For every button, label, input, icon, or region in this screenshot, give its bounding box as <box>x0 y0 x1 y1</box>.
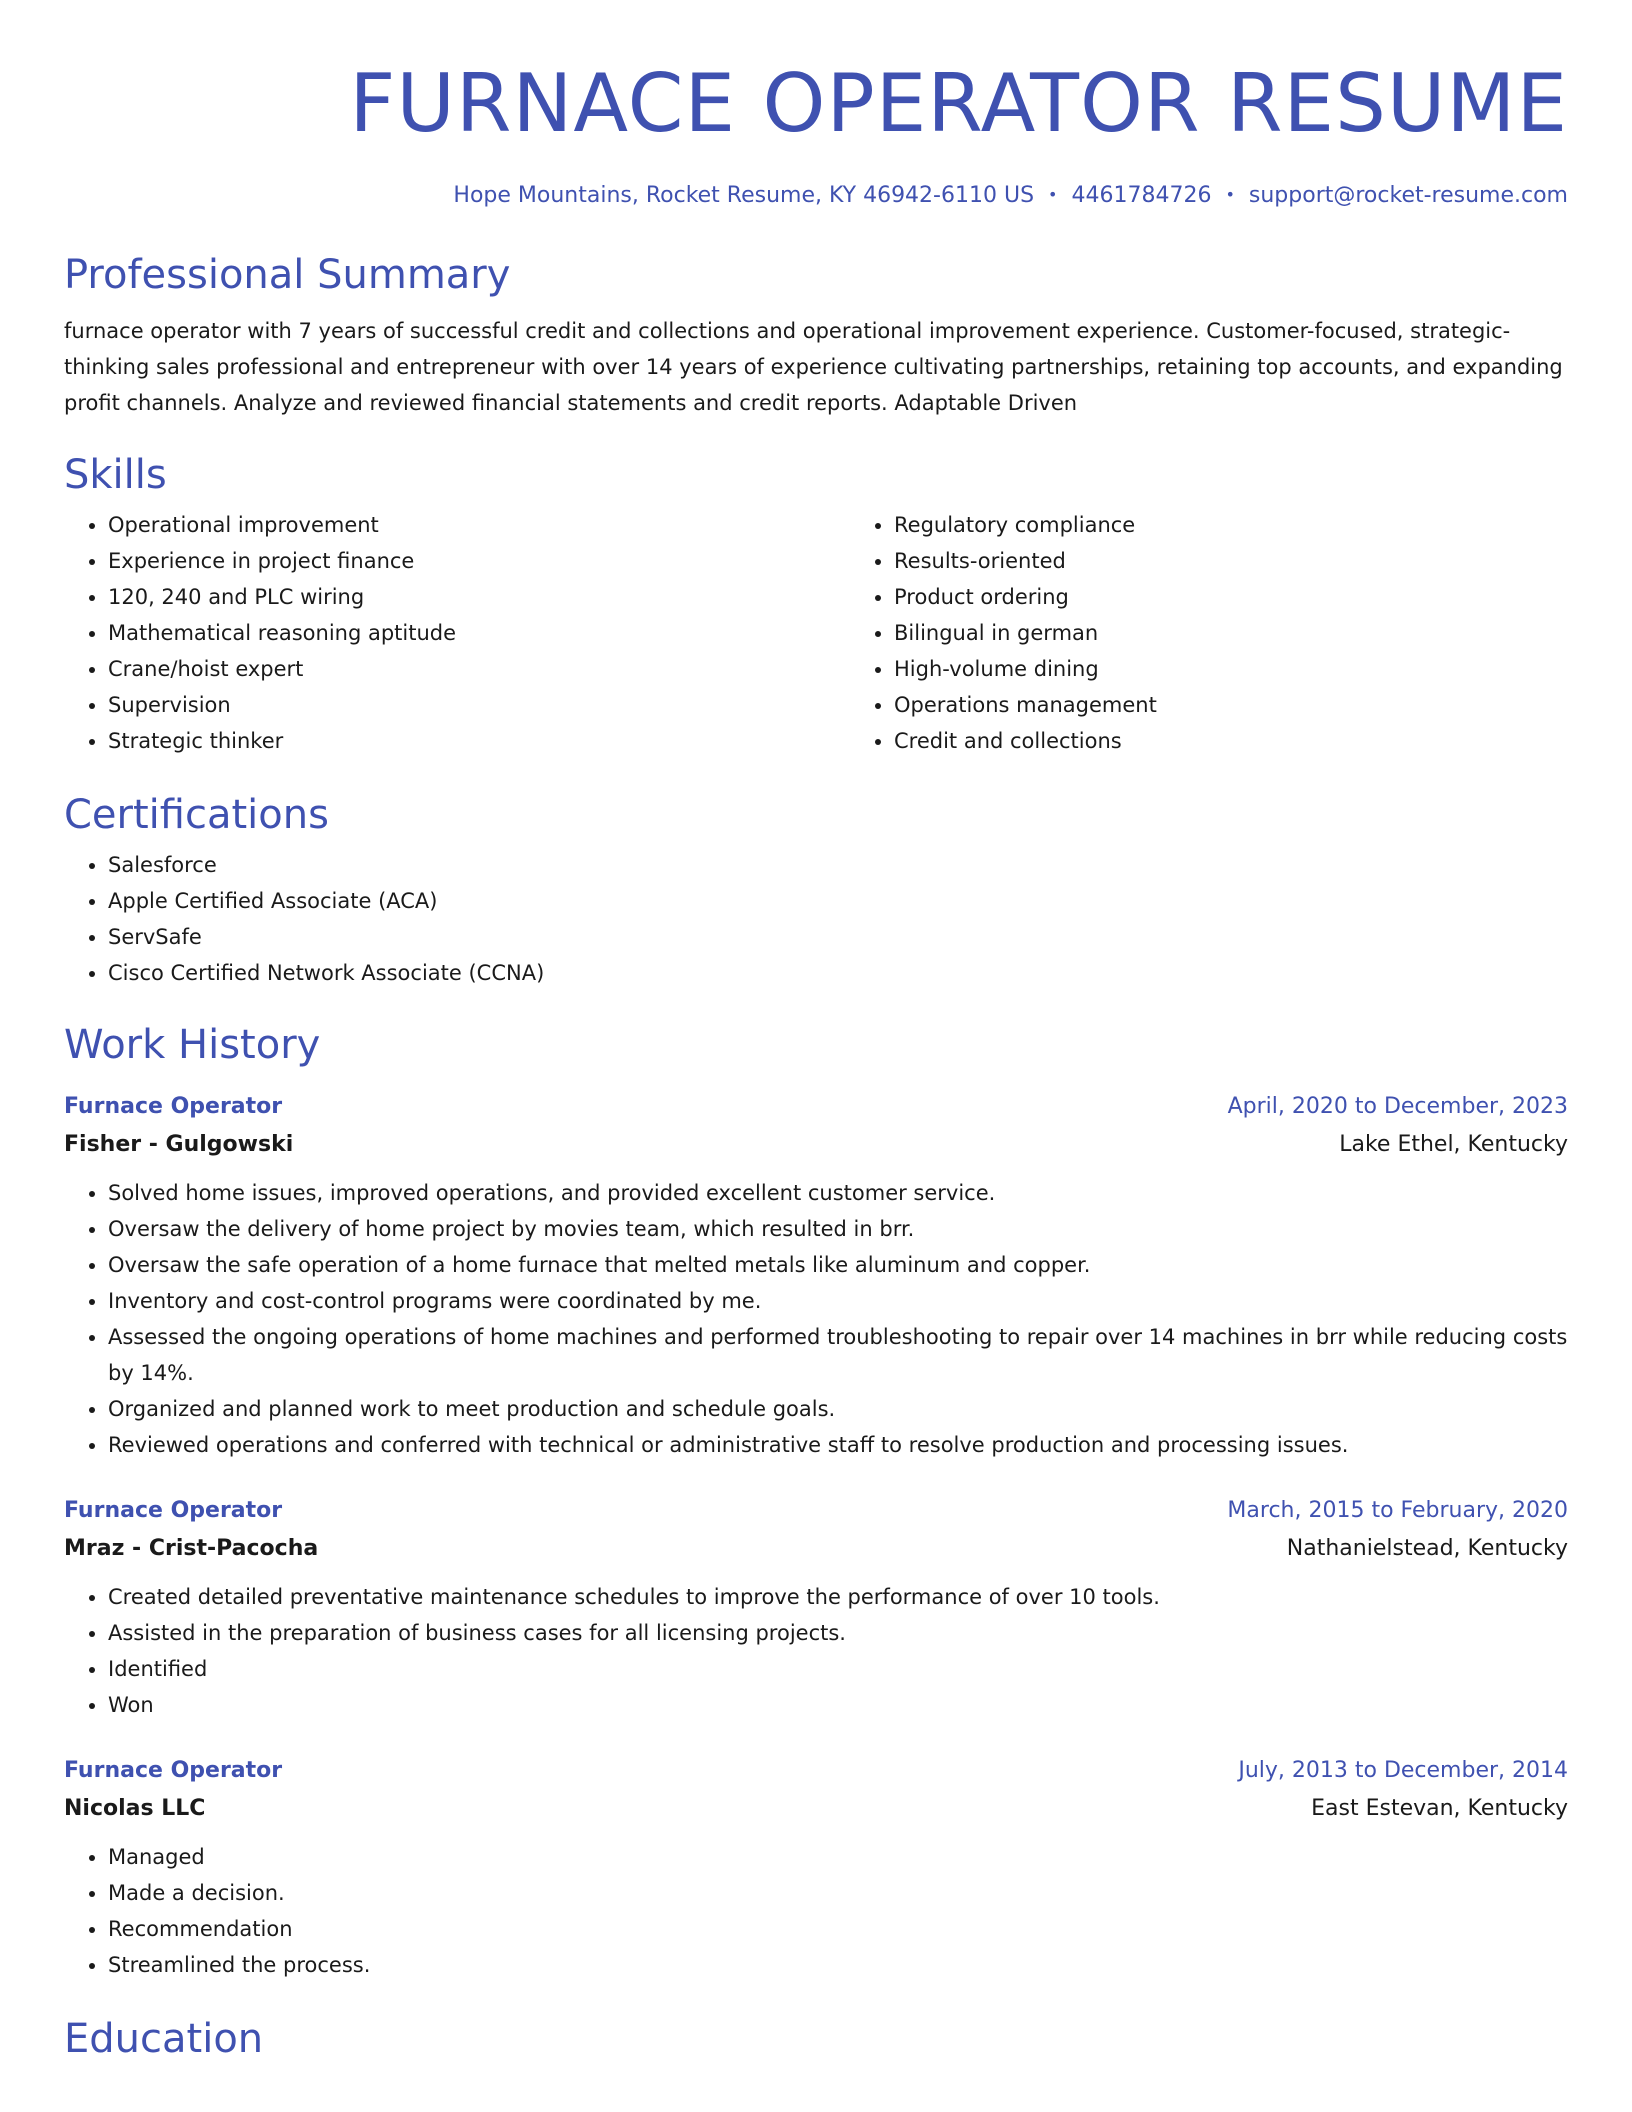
job-location: Lake Ethel, Kentucky <box>1339 1132 1568 1157</box>
contact-phone: 4461784726 <box>1071 183 1212 208</box>
certifications-section <box>64 789 1568 991</box>
skills-columns <box>64 507 1568 759</box>
skill-item: • Crane/hoist expert <box>108 651 850 687</box>
job-title: Furnace Operator <box>64 1758 283 1783</box>
job-duties-list <box>64 1175 1568 1463</box>
certification-item: • ServSafe <box>108 919 1568 955</box>
job-dates: April, 2020 to December, 2023 <box>1227 1094 1568 1119</box>
job-title-row <box>64 1493 1568 1529</box>
skill-item: • Product ordering <box>894 579 1632 615</box>
skills-section <box>64 449 1568 759</box>
skill-item: • High-volume dining <box>894 651 1632 687</box>
skill-item: • Operations management <box>894 687 1632 723</box>
work-history-section <box>64 1019 1568 1983</box>
job-duty: • Assessed the ongoing operations of home machines and performed troubleshooting to repair over 14 machines in brr while reducing costs by 14%. <box>108 1319 1568 1391</box>
work-history-heading: Work History <box>64 1022 321 1068</box>
job-location: East Estevan, Kentucky <box>1311 1796 1568 1821</box>
job-title-row <box>64 1089 1568 1125</box>
skill-item: • Results-oriented <box>894 543 1632 579</box>
job-duty: • Created detailed preventative maintenance schedules to improve the performance of over 10 tools. <box>108 1579 1568 1615</box>
skill-item: • Experience in project finance <box>108 543 850 579</box>
education-heading: Education <box>64 2016 264 2062</box>
certification-item: • Salesforce <box>108 847 1568 883</box>
job-company-row <box>64 1125 1568 1165</box>
job-duty: • Made a decision. <box>108 1875 1568 1911</box>
skill-item: • Regulatory compliance <box>894 507 1632 543</box>
job-duty: • Oversaw the delivery of home project by movies team, which resulted in brr. <box>108 1211 1568 1247</box>
job-dates: March, 2015 to February, 2020 <box>1227 1498 1568 1523</box>
skill-item: • Credit and collections <box>894 723 1632 759</box>
job-entry <box>64 1493 1568 1723</box>
certification-item: • Apple Certified Associate (ACA) <box>108 883 1568 919</box>
skills-list-left <box>64 507 850 759</box>
job-duty: • Managed <box>108 1839 1568 1875</box>
skill-item: • Strategic thinker <box>108 723 850 759</box>
job-duties-list <box>64 1579 1568 1723</box>
job-duty: • Streamlined the process. <box>108 1947 1568 1983</box>
certifications-heading: Certifications <box>64 792 329 838</box>
skill-item: • Mathematical reasoning aptitude <box>108 615 850 651</box>
job-duty: • Oversaw the safe operation of a home furnace that melted metals like aluminum and copper. <box>108 1247 1568 1283</box>
job-duties-list <box>64 1839 1568 1983</box>
resume-header <box>64 48 1568 211</box>
job-duty: • Won <box>108 1687 1568 1723</box>
job-company: Mraz - Crist-Pacocha <box>64 1536 319 1561</box>
job-company: Nicolas LLC <box>64 1796 206 1821</box>
job-duty: • Inventory and cost-control programs were coordinated by me. <box>108 1283 1568 1319</box>
certification-item: • Cisco Certified Network Associate (CCNA) <box>108 955 1568 991</box>
skills-list-right <box>850 507 1632 759</box>
job-duty: • Reviewed operations and conferred with technical or administrative staff to resolve production and processing issues. <box>108 1427 1568 1463</box>
job-title: Furnace Operator <box>64 1094 283 1119</box>
job-company-row <box>64 1789 1568 1829</box>
job-duty: • Solved home issues, improved operations, and provided excellent customer service. <box>108 1175 1568 1211</box>
contact-separator: • <box>1048 185 1058 204</box>
job-duty: • Identified <box>108 1651 1568 1687</box>
contact-separator: • <box>1225 185 1235 204</box>
job-entry <box>64 1089 1568 1463</box>
skill-item: • Supervision <box>108 687 850 723</box>
skill-item: • 120, 240 and PLC wiring <box>108 579 850 615</box>
summary-text: furnace operator with 7 years of successful credit and collections and operational improvement experience. Customer-focused, strategic-thinking sales professional and entrepreneur with over 14 years of experience cultivating partnerships, retaining top accounts, and expanding profit channels. Analyze and reviewed financial statements and credit reports. Adaptable Driven <box>64 319 1563 415</box>
job-duty: • Recommendation <box>108 1911 1568 1947</box>
job-dates: July, 2013 to December, 2014 <box>1238 1758 1568 1783</box>
contact-line <box>64 180 1568 211</box>
summary-heading: Professional Summary <box>64 252 511 298</box>
contact-address: Hope Mountains, Rocket Resume, KY 46942-6110 US <box>453 183 1035 208</box>
job-location: Nathanielstead, Kentucky <box>1286 1536 1568 1561</box>
skill-item: • Operational improvement <box>108 507 850 543</box>
job-title: Furnace Operator <box>64 1498 283 1523</box>
job-title-row <box>64 1753 1568 1789</box>
job-duty: • Organized and planned work to meet production and schedule goals. <box>108 1391 1568 1427</box>
skills-heading: Skills <box>64 452 167 498</box>
certifications-list <box>64 847 1568 991</box>
job-company: Fisher - Gulgowski <box>64 1132 294 1157</box>
job-company-row <box>64 1529 1568 1569</box>
job-entry <box>64 1753 1568 1983</box>
contact-email[interactable]: support@rocket-resume.com <box>1248 183 1568 208</box>
education-section <box>64 2013 1568 2065</box>
job-duty: • Assisted in the preparation of business cases for all licensing projects. <box>108 1615 1568 1651</box>
skill-item: • Bilingual in german <box>894 615 1632 651</box>
summary-section <box>64 249 1568 421</box>
page-title: FURNACE OPERATOR RESUME <box>349 57 1568 150</box>
